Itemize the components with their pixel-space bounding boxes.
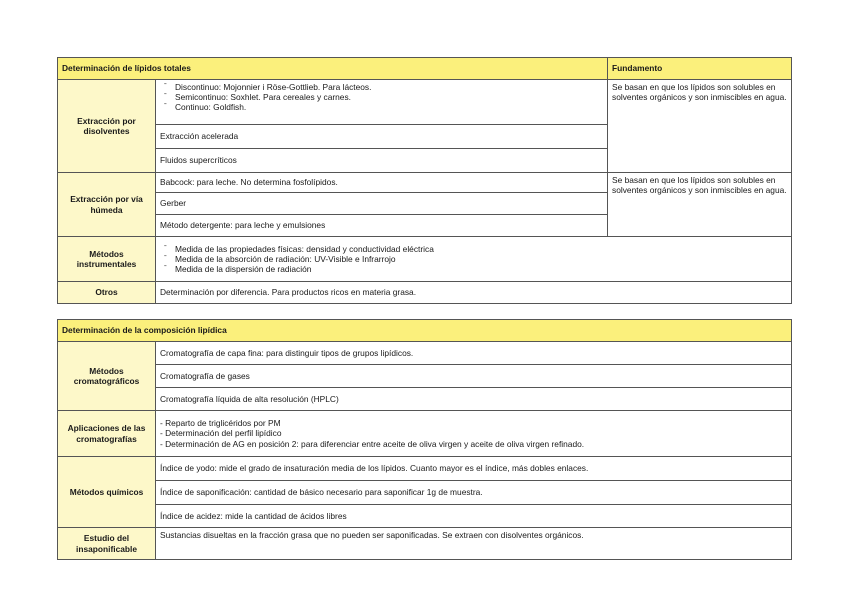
lipidos-totales-header: Determinación de lípidos totales bbox=[58, 58, 608, 80]
indice-saponificacion: Índice de saponificación: cantidad de básico necesario para saponificar 1g de muestra. bbox=[156, 481, 792, 505]
cromatografia-gases: Cromatografía de gases bbox=[156, 365, 792, 388]
cromatografia-hplc: Cromatografía líquida de alta resolución (HPLC) bbox=[156, 388, 792, 411]
metodos-instrumentales-label: Métodos instrumentales bbox=[58, 237, 156, 282]
metodos-quimicos-label: Métodos químicos bbox=[58, 457, 156, 528]
cromatografia-capa-fina: Cromatografía de capa fina: para distinguir tipos de grupos lipídicos. bbox=[156, 342, 792, 365]
extraccion-humeda-label: Extracción por vía húmeda bbox=[58, 173, 156, 237]
metodo-detergente: Método detergente: para leche y emulsiones bbox=[156, 215, 608, 237]
fundamento-humeda: Se basan en que los lípidos son solubles en solventes orgánicos y son inmiscibles en agua. bbox=[608, 173, 792, 237]
indice-acidez: Índice de acidez: mide la cantidad de ácidos libres bbox=[156, 505, 792, 528]
babcock: Babcock: para leche. No determina fosfolípidos. bbox=[156, 173, 608, 193]
indice-yodo: Índice de yodo: mide el grado de insaturación media de los lípidos. Cuanto mayor es el índice, más dobles enlaces. bbox=[156, 457, 792, 481]
aplicaciones-list bbox=[156, 411, 792, 457]
list-item: ˉ Semicontinuo: Soxhlet. Para cereales y carnes. bbox=[160, 92, 603, 102]
metodos-cromatograficos-label: Métodos cromatográficos bbox=[58, 342, 156, 411]
list-item: ˉ Medida de las propiedades físicas: densidad y conductividad eléctrica bbox=[160, 244, 787, 254]
list-item: ˉ Medida de la dispersión de radiación bbox=[160, 264, 787, 274]
extraccion-acelerada: Extracción acelerada bbox=[156, 125, 608, 149]
fundamento-disolventes: Se basan en que los lípidos son solubles en solventes orgánicos y son inmiscibles en agua. bbox=[608, 80, 792, 173]
fundamento-header: Fundamento bbox=[608, 58, 792, 80]
metodos-instrumentales-list bbox=[156, 237, 792, 282]
composicion-lipidica-header: Determinación de la composición lipídica bbox=[58, 320, 792, 342]
composicion-lipidica-table bbox=[57, 319, 792, 560]
list-item: - Determinación del perfil lipídico bbox=[160, 428, 282, 439]
list-item: ˉ Discontinuo: Mojonnier i Röse-Gottlieb. Para lácteos. bbox=[160, 82, 603, 92]
list-item: ˉ Continuo: Goldfish. bbox=[160, 102, 603, 112]
list-item: ˉ Medida de la absorción de radiación: UV-Visible e Infrarrojo bbox=[160, 254, 787, 264]
otros-text: Determinación por diferencia. Para productos ricos en materia grasa. bbox=[156, 282, 792, 304]
list-item: - Reparto de triglicéridos por PM bbox=[160, 418, 281, 429]
list-item: - Determinación de AG en posición 2: para diferenciar entre aceite de oliva virgen y aceite de oliva virgen refinado. bbox=[160, 438, 585, 449]
fluidos-supercriticos: Fluidos supercríticos bbox=[156, 149, 608, 173]
insaponificable-label: Estudio del insaponificable bbox=[58, 528, 156, 560]
aplicaciones-label: Aplicaciones de las cromatografías bbox=[58, 411, 156, 457]
lipidos-totales-table bbox=[57, 57, 792, 304]
gerber: Gerber bbox=[156, 193, 608, 215]
extraccion-disolventes-methods bbox=[156, 80, 608, 125]
insaponificable-text: Sustancias disueltas en la fracción grasa que no pueden ser saponificadas. Se extraen con disolventes orgánicos. bbox=[156, 528, 792, 560]
otros-label: Otros bbox=[58, 282, 156, 304]
extraccion-disolventes-label: Extracción por disolventes bbox=[58, 80, 156, 173]
